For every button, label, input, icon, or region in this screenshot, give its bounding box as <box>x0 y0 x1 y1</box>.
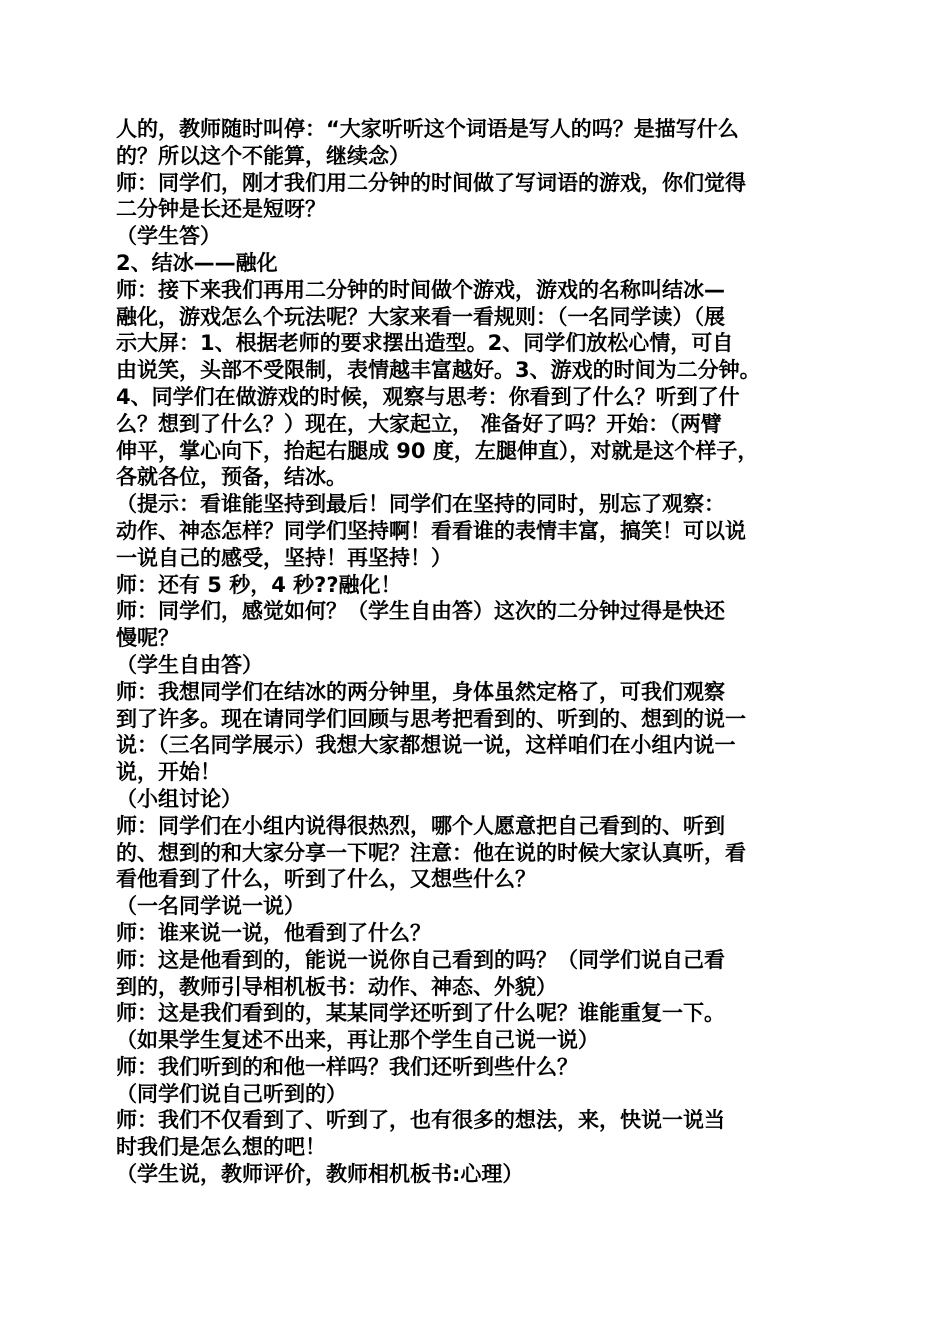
text-line: 说，开始！ <box>116 760 221 785</box>
text-line: 师：我想同学们在结冰的两分钟里，身体虽然定格了，可我们观察 <box>116 679 725 704</box>
text-line: （小组讨论） <box>116 786 242 811</box>
text-line: 看他看到了什么，听到了什么，又想些什么？ <box>116 867 536 892</box>
text-line: 由说笑，头部不受限制，表情越丰富越好。3、游戏的时间为二分钟。 <box>116 358 761 383</box>
text-line: 师：这是他看到的，能说一说你自己看到的吗？（同学们说自己看 <box>116 947 725 972</box>
text-line: （一名同学说一说） <box>116 894 305 919</box>
text-line: 到了许多。现在请同学们回顾与思考把看到的、听到的、想到的说一 <box>116 706 746 731</box>
text-line: 一说自己的感受，坚持！再坚持！） <box>116 545 452 570</box>
text-line: 师：接下来我们再用二分钟的时间做个游戏，游戏的名称叫结冰— <box>116 277 725 302</box>
text-line: 动作、神态怎样？同学们坚持啊！看看谁的表情丰富，搞笑！可以说 <box>116 518 746 543</box>
document-page <box>116 116 840 1188</box>
text-line: 到的，教师引导相机板书：动作、神态、外貌） <box>116 974 557 999</box>
text-line: 的、想到的和大家分享一下呢？注意：他在说的时候大家认真听，看 <box>116 840 746 865</box>
text-line: 说：（三名同学展示）我想大家都想说一说，这样咱们在小组内说一 <box>116 733 736 758</box>
text-line: 师：同学们在小组内说得很热烈，哪个人愿意把自己看到的、听到 <box>116 813 725 838</box>
text-line: 人的，教师随时叫停：“大家听听这个词语是写人的吗？是描写什么 <box>116 117 739 141</box>
text-line: 各就各位，预备，结冰。 <box>116 465 347 490</box>
text-line: 师：这是我们看到的，某某同学还听到了什么呢？谁能重复一下。 <box>116 1001 725 1026</box>
text-line: （同学们说自己听到的） <box>116 1081 347 1106</box>
text-line: 么？想到了什么？）现在，大家起立， 准备好了吗？开始：（两臂 <box>116 411 722 436</box>
text-line: （学生答） <box>116 224 221 249</box>
text-line: 二分钟是长还是短呀？ <box>116 197 326 222</box>
text-line: 融化，游戏怎么个玩法呢？大家来看一看规则：（一名同学读）（展 <box>116 304 725 329</box>
text-line: 师：同学们，感觉如何？（学生自由答）这次的二分钟过得是快还 <box>116 599 725 624</box>
text-line: （学生说，教师评价，教师相机板书:心理） <box>116 1162 524 1187</box>
text-line: 的？所以这个不能算，继续念） <box>116 143 410 168</box>
text-line: 师：谁来说一说，他看到了什么？ <box>116 920 431 945</box>
text-line: 师：我们听到的和他一样吗？我们还听到些什么？ <box>116 1054 578 1079</box>
text-line: 慢呢？ <box>116 626 179 651</box>
text-line: 4、同学们在做游戏的时候，观察与思考：你看到了什么？听到了什 <box>116 384 740 409</box>
text-line: 师：我们不仅看到了、听到了，也有很多的想法，来，快说一说当 <box>116 1108 725 1133</box>
text-line: 示大屏：1、根据老师的要求摆出造型。2、同学们放松心情，可自 <box>116 331 734 356</box>
text-line: （如果学生复述不出来，再让那个学生自己说一说） <box>116 1028 599 1053</box>
text-line: （提示：看谁能坚持到最后！同学们在坚持的同时，别忘了观察： <box>116 492 725 517</box>
text-line: （学生自由答） <box>116 652 263 677</box>
text-line: 伸平，掌心向下，抬起右腿成 90 度，左腿伸直），对就是这个样子， <box>116 438 759 463</box>
section-heading: 2、结冰——融化 <box>116 250 278 275</box>
text-line: 师：还有 5 秒，4 秒??融化！ <box>116 572 402 597</box>
text-line: 师：同学们，刚才我们用二分钟的时间做了写词语的游戏，你们觉得 <box>116 170 746 195</box>
text-line: 时我们是怎么想的吧！ <box>116 1135 326 1160</box>
